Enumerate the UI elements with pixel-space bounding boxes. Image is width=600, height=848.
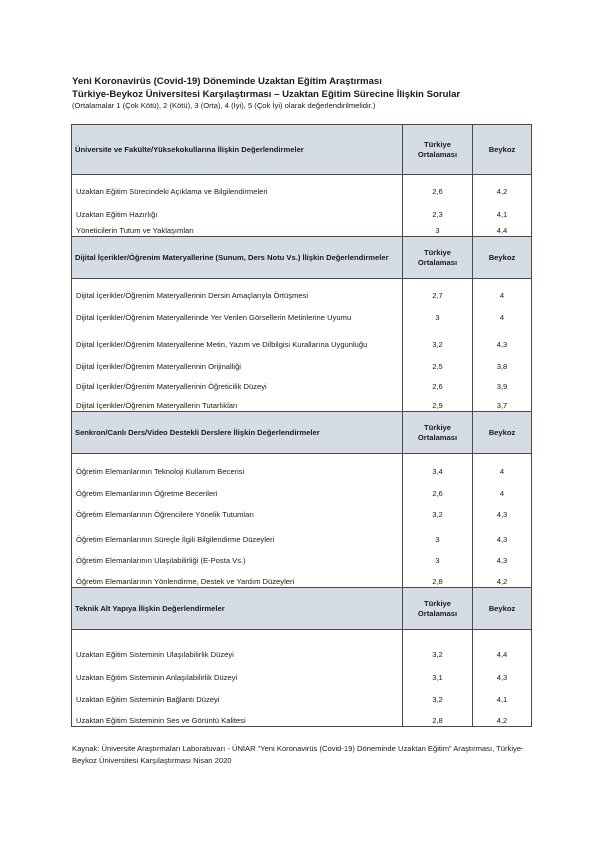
turkey-average-value: 3,1 (403, 660, 473, 683)
table-row (72, 372, 532, 392)
table-row (72, 566, 532, 588)
turkey-average-value: 3,4 (403, 454, 473, 477)
turkey-average-value: 3,2 (403, 683, 473, 705)
table-row (72, 301, 532, 323)
row-label: Uzaktan Eğitim Sisteminin Bağlantı Düzeyi (72, 683, 403, 705)
column-header-beykoz: Beykoz (473, 588, 532, 630)
beykoz-value: 4,3 (473, 520, 532, 545)
turkey-average-value: 2,7 (403, 279, 473, 301)
turkey-average-value: 3 (403, 301, 473, 323)
beykoz-value: 3,9 (473, 372, 532, 392)
turkey-average-value: 2,5 (403, 350, 473, 372)
section-title: Teknik Alt Yapıya İlişkin Değerlendirmeler (72, 588, 403, 630)
turkey-average-value: 3,2 (403, 630, 473, 660)
table-row (72, 499, 532, 520)
beykoz-value: 3,7 (473, 392, 532, 412)
beykoz-value: 4,3 (473, 660, 532, 683)
row-label: Dijital İçerikler/Öğrenim Materyallerinin Öğreticilik Düzeyi (72, 372, 403, 392)
turkey-average-value: 2,8 (403, 705, 473, 727)
section-title: Senkron/Canlı Ders/Video Destekli Derslere İlişkin Değerlendirmeler (72, 412, 403, 454)
row-label: Dijital İçerikler/Öğrenim Materyallerine Metin, Yazım ve Dilbilgisi Kurallarına Uygunluğu (72, 323, 403, 350)
turkey-average-value: 2,8 (403, 566, 473, 588)
beykoz-value: 4 (473, 477, 532, 499)
beykoz-value: 4,4 (473, 220, 532, 237)
beykoz-value: 4,2 (473, 705, 532, 727)
table-row (72, 392, 532, 412)
table-row (72, 477, 532, 499)
beykoz-value: 4,3 (473, 499, 532, 520)
row-label: Dijital İçerikler/Öğrenim Materyallerinin Dersin Amaçlarıyla Örtüşmesi (72, 279, 403, 301)
table-row (72, 520, 532, 545)
beykoz-value: 4,1 (473, 197, 532, 220)
section-title: Üniversite ve Fakülte/Yüksekokullarına İlişkin Değerlendirmeler (72, 125, 403, 175)
column-header-turkey: Türkiye Ortalaması (403, 237, 473, 279)
column-header-turkey: Türkiye Ortalaması (403, 588, 473, 630)
table-row (72, 683, 532, 705)
section-header-row (72, 237, 532, 279)
beykoz-value: 4 (473, 279, 532, 301)
beykoz-value: 4,3 (473, 323, 532, 350)
scale-note: (Ortalamalar 1 (Çok Kötü), 2 (Kötü), 3 (Orta), 4 (İyi), 5 (Çok İyi) olarak değerlendirilmelidir.) (72, 101, 376, 110)
source-note: Kaynak: Üniversite Araştırmaları Laboratuvarı - ÜNİAR “Yeni Koronavirüs (Covid-19) Döneminde Uzaktan Eğitim” Araştırması, Türkiye-Beykoz Üniversitesi Karşılaştırması Nisan 2020 (72, 744, 524, 765)
row-label: Uzaktan Eğitim Sisteminin Anlaşılabilirlik Düzeyi (72, 660, 403, 683)
section-header-row (72, 125, 532, 175)
row-label: Öğretim Elemanlarının Öğrencilere Yönelik Tutumları (72, 499, 403, 520)
table-row (72, 197, 532, 220)
table-row (72, 454, 532, 477)
row-label: Dijital İçerikler/Öğrenim Materyallerinde Yer Verilen Görsellerin Metinlerine Uyumu (72, 301, 403, 323)
table-row (72, 323, 532, 350)
turkey-average-value: 3 (403, 520, 473, 545)
table-row (72, 660, 532, 683)
row-label: Öğretim Elemanlarının Ulaşılabilirliği (E-Posta Vs.) (72, 545, 403, 566)
turkey-average-value: 2,6 (403, 372, 473, 392)
beykoz-value: 4,4 (473, 630, 532, 660)
table-row (72, 279, 532, 301)
turkey-average-value: 2,6 (403, 477, 473, 499)
table-row (72, 705, 532, 727)
table-row (72, 350, 532, 372)
turkey-average-value: 3 (403, 220, 473, 237)
beykoz-value: 4,1 (473, 683, 532, 705)
column-header-turkey: Türkiye Ortalaması (403, 125, 473, 175)
section-header-row (72, 588, 532, 630)
row-label: Uzaktan Eğitim Sisteminin Ses ve Görüntü Kalitesi (72, 705, 403, 727)
row-label: Öğretim Elemanlarının Öğretme Becerileri (72, 477, 403, 499)
beykoz-value: 4,3 (473, 545, 532, 566)
turkey-average-value: 2,6 (403, 175, 473, 197)
table-row (72, 630, 532, 660)
report-title: Yeni Koronavirüs (Covid-19) Döneminde Uzaktan Eğitim Araştırması (72, 76, 382, 87)
row-label: Öğretim Elemanlarının Süreçle İlgili Bilgilendirme Düzeyleri (72, 520, 403, 545)
row-label: Dijital İçerikler/Öğrenim Materyallerinin Orijinalliği (72, 350, 403, 372)
row-label: Öğretim Elemanlarının Yönlendirme, Destek ve Yardım Düzeyleri (72, 566, 403, 588)
row-label: Dijital İçerikler/Öğrenim Materyallerin Tutarlıkları (72, 392, 403, 412)
table-row (72, 545, 532, 566)
row-label: Uzaktan Eğitim Sisteminin Ulaşılabilirlik Düzeyi (72, 630, 403, 660)
beykoz-value: 4,2 (473, 566, 532, 588)
column-header-beykoz: Beykoz (473, 237, 532, 279)
turkey-average-value: 3,2 (403, 323, 473, 350)
report-subtitle: Türkiye-Beykoz Üniversitesi Karşılaştırması – Uzaktan Eğitim Sürecine İlişkin Sorular (72, 89, 461, 100)
table-row (72, 220, 532, 237)
section-header-row (72, 412, 532, 454)
column-header-turkey: Türkiye Ortalaması (403, 412, 473, 454)
turkey-average-value: 2,9 (403, 392, 473, 412)
column-header-beykoz: Beykoz (473, 412, 532, 454)
turkey-average-value: 3,2 (403, 499, 473, 520)
row-label: Uzaktan Eğitim Sürecindeki Açıklama ve Bilgilendirmeleri (72, 175, 403, 197)
turkey-average-value: 3 (403, 545, 473, 566)
beykoz-value: 4 (473, 454, 532, 477)
beykoz-value: 3,8 (473, 350, 532, 372)
turkey-average-value: 2,3 (403, 197, 473, 220)
row-label: Öğretim Elemanlarının Teknoloji Kullanım Becerisi (72, 454, 403, 477)
section-title: Dijital İçerikler/Öğrenim Materyallerine (Sunum, Ders Notu Vs.) İlişkin Değerlendirmeler (72, 237, 403, 279)
row-label: Yöneticilerin Tutum ve Yaklaşımları (72, 220, 403, 237)
beykoz-value: 4,2 (473, 175, 532, 197)
comparison-table (71, 124, 532, 727)
column-header-beykoz: Beykoz (473, 125, 532, 175)
table-row (72, 175, 532, 197)
row-label: Uzaktan Eğitim Hazırlığı (72, 197, 403, 220)
beykoz-value: 4 (473, 301, 532, 323)
